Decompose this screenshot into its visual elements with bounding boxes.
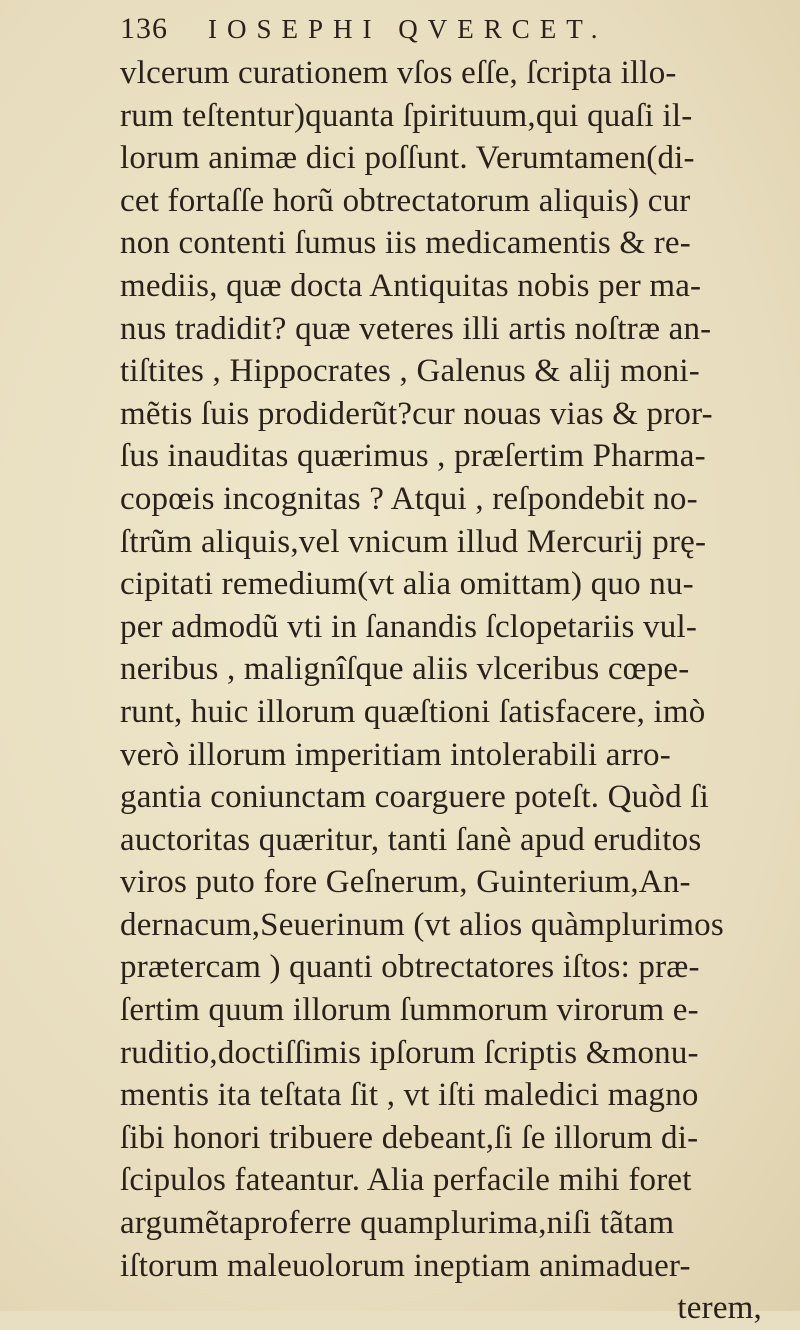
text-line: cet fortaſſe horũ obtrectatorum aliquis) cur xyxy=(120,182,691,219)
text-line: lorum animæ dici poſſunt. Verumtamen(di- xyxy=(120,140,695,177)
text-line: viros puto fore Geſnerum, Guinterium,An- xyxy=(120,864,691,901)
text-line: vlcerum curationem vſos eſſe, ſcripta illo- xyxy=(120,55,677,91)
text-line: tiſtites , Hippocrates , Galenus & alij moni- xyxy=(120,353,700,390)
text-line: gantia coniunctam coarguere poteſt. Quòd ſi xyxy=(120,779,709,816)
running-head: IOSEPHI QVERCET. xyxy=(208,14,608,44)
text-line: copœis incognitas ? Atqui , reſpondebit no- xyxy=(120,480,698,517)
text-line: ſcipulos fateantur. Alia perfacile mihi foret xyxy=(120,1162,692,1199)
text-line: non contenti ſumus iis medicamentis & re- xyxy=(120,225,691,262)
text-line: ſertim quum illorum ſummorum virorum e- xyxy=(120,992,699,1029)
text-line: neribus , malignîſque aliis vlceribus cœpe- xyxy=(120,651,690,688)
body-text xyxy=(120,52,770,1330)
text-line: ruditio,doctiſſimis ipſorum ſcriptis &monu- xyxy=(120,1034,699,1071)
text-line: ſtrũm aliquis,vel vnicum illud Mercurij prę- xyxy=(120,523,707,560)
text-line: dernacum,Seuerinum (vt alios quàmplurimos xyxy=(120,906,724,943)
text-line: ſibi honori tribuere debeant,ſi ſe illorum di- xyxy=(120,1119,699,1156)
text-line: auctoritas quæritur, tanti ſanè apud eruditos xyxy=(120,821,702,858)
text-line: cipitati remedium(vt alia omittam) quo nu- xyxy=(120,566,694,603)
text-line: mentis ita teſtata ſit , vt iſti maledici magno xyxy=(120,1077,699,1114)
text-line: verò illorum imperitiam intolerabili arro- xyxy=(120,736,671,773)
text-line: runt, huic illorum quæſtioni ſatisfacere, imò xyxy=(120,693,706,730)
text-line: nus tradidit? quæ veteres illi artis noſtræ an- xyxy=(120,310,712,347)
text-line: ſus inauditas quærimus , præſertim Pharma- xyxy=(120,438,706,475)
text-line: mẽtis ſuis prodiderũt?cur nouas vias & pror- xyxy=(120,395,713,432)
text-line: per admodũ vti in ſanandis ſclopetariis vul- xyxy=(120,608,698,645)
text-line-catchword: terem, xyxy=(677,1290,762,1327)
page-number: 136 xyxy=(120,12,168,45)
text-line: prætercam ) quanti obtrectatores iſtos: præ- xyxy=(120,949,700,986)
text-line: argumẽtaproferre quamplurima,niſi tãtam xyxy=(120,1205,675,1242)
text-line: rum teſtentur)quanta ſpirituum,qui quaſi il- xyxy=(120,97,693,134)
text-line: mediis, quæ docta Antiquitas nobis per ma- xyxy=(120,267,702,304)
text-line: iſtorum maleuolorum ineptiam animaduer- xyxy=(120,1247,691,1284)
